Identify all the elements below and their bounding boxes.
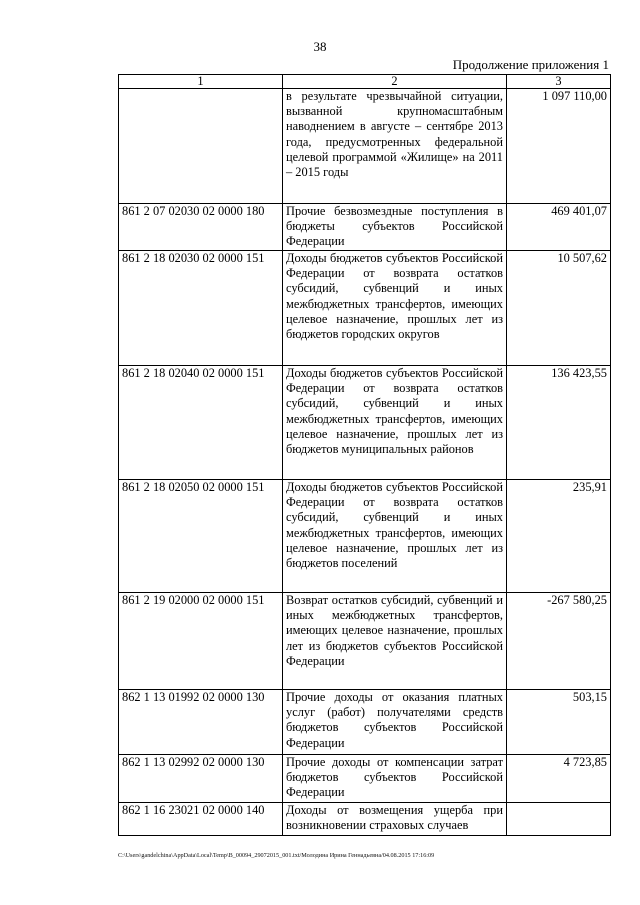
- budget-code-cell: 861 2 19 02000 02 0000 151: [119, 593, 283, 690]
- amount-cell: [507, 803, 611, 836]
- description-cell: в результате чрезвычайной ситуации, вызванной крупномасштабным наводнением в августе – сентябре 2013 года, предусмотренных федеральной целевой программой «Жилище» на 2011 – 2015 годы: [283, 89, 507, 204]
- table-row: [119, 690, 611, 755]
- file-path-footer: C:\Users\gandelchina\AppData\Local\Temp\B_00094_29072015_001.txt/Молодина Ирина Геннадьевна/04.08.2015 17:16:09: [118, 852, 435, 859]
- budget-code-cell: 861 2 18 02030 02 0000 151: [119, 251, 283, 366]
- table-row: [119, 755, 611, 803]
- budget-code-cell: 861 2 18 02040 02 0000 151: [119, 366, 283, 480]
- description-cell: Доходы от возмещения ущерба при возникновении страховых случаев: [283, 803, 507, 836]
- budget-code-cell: 861 2 07 02030 02 0000 180: [119, 204, 283, 251]
- description-cell: Прочие доходы от компенсации затрат бюджетов субъектов Российской Федерации: [283, 755, 507, 803]
- budget-code-cell: 861 2 18 02050 02 0000 151: [119, 480, 283, 593]
- description-cell: Возврат остатков субсидий, субвенций и иных межбюджетных трансфертов, имеющих целевое назначение, прошлых лет из бюджетов субъектов Российской Федерации: [283, 593, 507, 690]
- amount-cell: 469 401,07: [507, 204, 611, 251]
- amount-cell: 1 097 110,00: [507, 89, 611, 204]
- budget-code-cell: 862 1 13 02992 02 0000 130: [119, 755, 283, 803]
- table-row: [119, 366, 611, 480]
- table-row: [119, 480, 611, 593]
- amount-cell: 136 423,55: [507, 366, 611, 480]
- budget-code-cell: 862 1 16 23021 02 0000 140: [119, 803, 283, 836]
- amount-cell: -267 580,25: [507, 593, 611, 690]
- appendix-continuation-label: Продолжение приложения 1: [452, 57, 609, 72]
- table-header-row: [119, 75, 611, 89]
- description-cell: Прочие доходы от оказания платных услуг (работ) получателями средств бюджетов субъектов Российской Федерации: [283, 690, 507, 755]
- table-row: [119, 251, 611, 366]
- amount-cell: 4 723,85: [507, 755, 611, 803]
- table-row: [119, 204, 611, 251]
- column-header-description: 2: [283, 75, 507, 89]
- table-row: [119, 593, 611, 690]
- description-cell: Доходы бюджетов субъектов Российской Федерации от возврата остатков субсидий, субвенций и иных межбюджетных трансфертов, имеющих целевое назначение, прошлых лет из бюджетов муниципальных районов: [283, 366, 507, 480]
- column-header-amount: 3: [507, 75, 611, 89]
- column-header-code: 1: [119, 75, 283, 89]
- budget-code-cell: [119, 89, 283, 204]
- amount-cell: 235,91: [507, 480, 611, 593]
- table-row: [119, 803, 611, 836]
- table-row: [119, 89, 611, 204]
- amount-cell: 10 507,62: [507, 251, 611, 366]
- revenue-table: [118, 74, 611, 836]
- budget-code-cell: 862 1 13 01992 02 0000 130: [119, 690, 283, 755]
- amount-cell: 503,15: [507, 690, 611, 755]
- page-number: 38: [313, 39, 327, 54]
- description-cell: Прочие безвозмездные поступления в бюджеты субъектов Российской Федерации: [283, 204, 507, 251]
- description-cell: Доходы бюджетов субъектов Российской Федерации от возврата остатков субсидий, субвенций и иных межбюджетных трансфертов, имеющих целевое назначение, прошлых лет из бюджетов городских округов: [283, 251, 507, 366]
- description-cell: Доходы бюджетов субъектов Российской Федерации от возврата остатков субсидий, субвенций и иных межбюджетных трансфертов, имеющих целевое назначение, прошлых лет из бюджетов поселений: [283, 480, 507, 593]
